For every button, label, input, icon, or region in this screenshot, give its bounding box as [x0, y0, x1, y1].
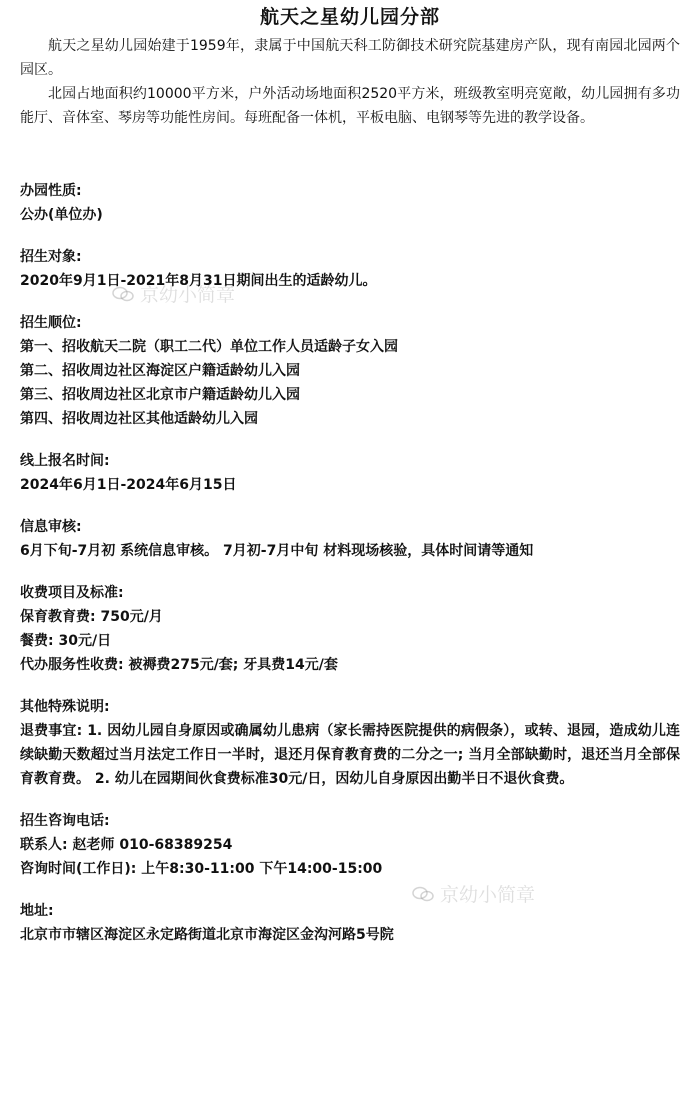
section-label: 线上报名时间:	[20, 453, 110, 469]
section-fees	[20, 581, 680, 677]
section-nature	[20, 179, 680, 227]
intro-paragraph: 北园占地面积约10000平方米，户外活动场地面积2520平方米，班级教室明亮宽敞，幼儿园拥有多功能厅、音体室、琴房等功能性房间。每班配备一体机，平板电脑、电钢琴等先进的教学设备。	[20, 86, 680, 126]
section-line: 退费事宜: 1. 因幼儿园自身原因或确属幼儿患病（家长需持医院提供的病假条），或转、退园，造成幼儿连续缺勤天数超过当月法定工作日一半时，退还月保育教育费的二分之一; 当月全部缺勤时，退还当月全部保育教育费。 2. 幼儿在园期间伙食费标准30元/日，因幼儿自身原因出勤半日不退伙食费。	[20, 723, 680, 787]
section-line: 第三、招收周边社区北京市户籍适龄幼儿入园	[20, 387, 300, 403]
section-order	[20, 311, 680, 431]
section-line: 第二、招收周边社区海淀区户籍适龄幼儿入园	[20, 363, 300, 379]
section-line: 6月下旬-7月初 系统信息审核。 7月初-7月中旬 材料现场核验，具体时间请等通知	[20, 543, 534, 559]
document-title: 航天之星幼儿园分部	[259, 6, 440, 28]
watermark-text: 京幼小简章	[440, 884, 536, 906]
info-sections	[20, 179, 680, 947]
section-label: 办园性质:	[20, 183, 82, 199]
intro-block	[20, 34, 680, 130]
section-line: 2020年9月1日-2021年8月31日期间出生的适龄幼儿。	[20, 273, 377, 289]
section-label: 地址:	[20, 903, 54, 919]
section-line: 餐费: 30元/日	[20, 633, 112, 649]
section-line: 代办服务性收费: 被褥费275元/套; 牙具费14元/套	[20, 657, 338, 673]
section-label: 招生咨询电话:	[20, 813, 110, 829]
section-line: 北京市市辖区海淀区永定路街道北京市海淀区金沟河路5号院	[20, 927, 394, 943]
section-address	[20, 899, 680, 947]
section-notes	[20, 695, 680, 791]
section-label: 招生顺位:	[20, 315, 82, 331]
section-target	[20, 245, 680, 293]
section-line: 咨询时间(工作日): 上午8:30-11:00 下午14:00-15:00	[20, 861, 383, 877]
section-line: 联系人: 赵老师 010-68389254	[20, 837, 233, 853]
watermark-text: 京幼小简章	[140, 284, 236, 306]
section-line: 第四、招收周边社区其他适龄幼儿入园	[20, 411, 258, 427]
section-contact	[20, 809, 680, 881]
section-label: 收费项目及标准:	[20, 585, 124, 601]
section-signup	[20, 449, 680, 497]
section-label: 信息审核:	[20, 519, 82, 535]
section-line: 公办(单位办)	[20, 207, 103, 223]
section-line: 第一、招收航天二院（职工二代）单位工作人员适龄子女入园	[20, 339, 398, 355]
intro-paragraph: 航天之星幼儿园始建于1959年，隶属于中国航天科工防御技术研究院基建房产队，现有南园北园两个园区。	[20, 38, 680, 78]
section-label: 其他特殊说明:	[20, 699, 110, 715]
section-label: 招生对象:	[20, 249, 82, 265]
section-line: 保育教育费: 750元/月	[20, 609, 163, 625]
section-review	[20, 515, 680, 563]
section-line: 2024年6月1日-2024年6月15日	[20, 477, 237, 493]
